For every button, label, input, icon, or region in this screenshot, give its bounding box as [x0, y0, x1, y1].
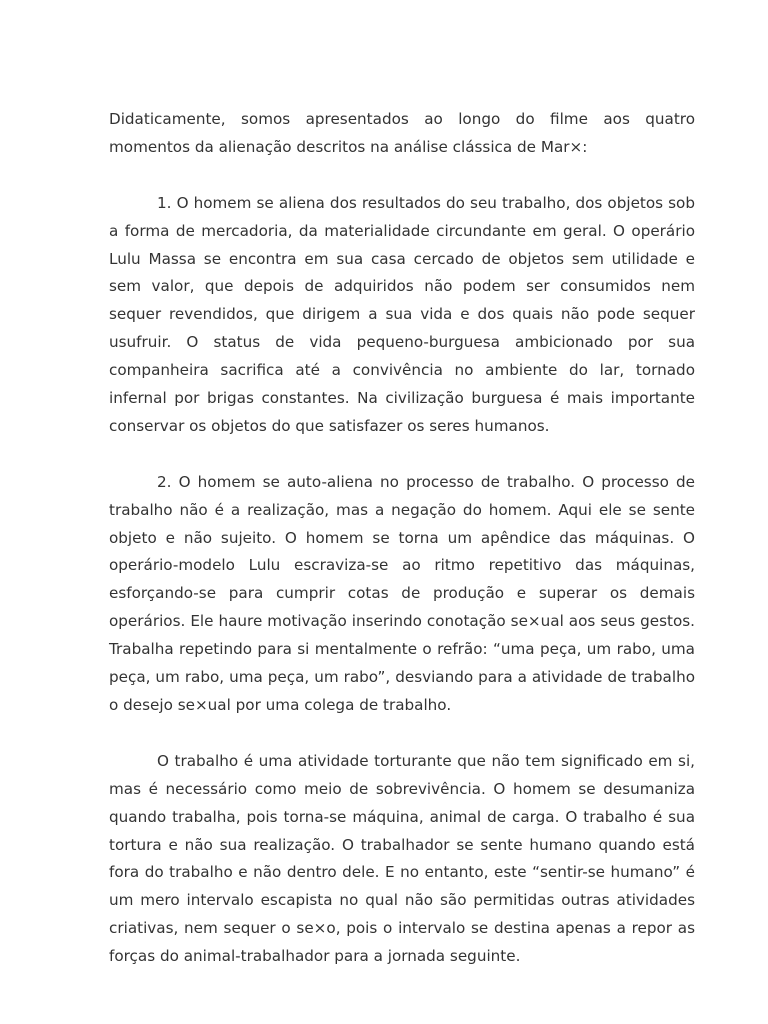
point-two-paragraph: 2. O homem se auto-aliena no processo de trabalho. O processo de trabalho não é a realização, mas a negação do homem. Aqui ele se sente objeto e não sujeito. O homem se torna um apêndice das máquinas. O operário-modelo Lulu escraviza-se ao ritmo repetitivo das máquinas, esforçando-se para cumprir cotas de produção e superar os demais operários. Ele haure motivação inserindo conotação se×ual aos seus gestos. Trabalha repetindo para si mentalmente o refrão: “uma peça, um rabo, uma peça, um rabo, uma peça, um rabo”, desviando para a atividade de trabalho o desejo se×ual por uma colega de trabalho.	[109, 472, 695, 714]
work-torture-paragraph: O trabalho é uma atividade torturante que não tem significado em si, mas é necessário como meio de sobrevivência. O homem se desumaniza quando trabalha, pois torna-se máquina, animal de carga. O trabalho é sua tortura e não sua realização. O trabalhador se sente humano quando está fora do trabalho e não dentro dele. E no entanto, este “sentir-se humano” é um mero intervalo escapista no qual não são permitidas outras atividades criativas, nem sequer o se×o, pois o intervalo se destina apenas a repor as forças do animal-trabalhador para a jornada seguinte.	[109, 751, 695, 966]
point-one-paragraph: 1. O homem se aliena dos resultados do seu trabalho, dos objetos sob a forma de mercadoria, da materialidade circundante em geral. O operário Lulu Massa se encontra em sua casa cercado de objetos sem utilidade e sem valor, que depois de adquiridos não podem ser consumidos nem sequer revendidos, que dirigem a sua vida e dos quais não pode sequer usufruir. O status de vida pequeno-burguesa ambicionado por sua companheira sacrifica até a convivência no ambiente do lar, tornado infernal por brigas constantes. Na civilização burguesa é mais importante conservar os objetos do que satisfazer os seres humanos.	[109, 193, 695, 435]
document-page	[109, 106, 695, 971]
intro-paragraph: Didaticamente, somos apresentados ao longo do filme aos quatro momentos da alienação descritos na análise clássica de Mar×:	[109, 110, 695, 156]
